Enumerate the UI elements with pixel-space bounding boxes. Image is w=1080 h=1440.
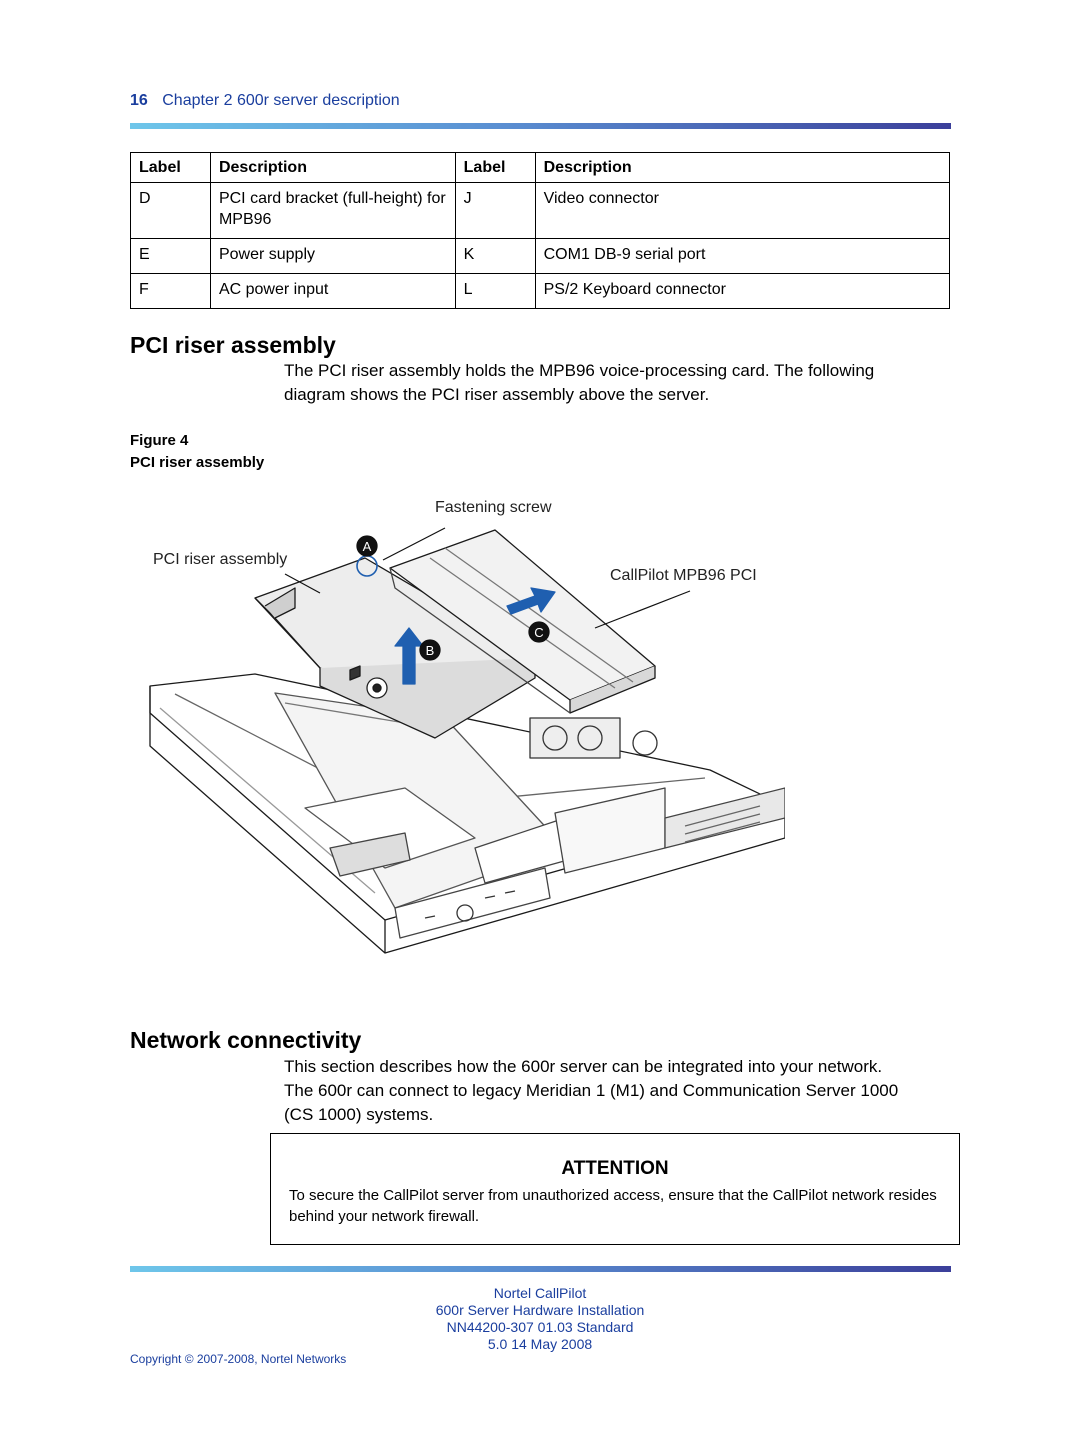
- table-cell: D: [131, 183, 211, 239]
- callout-c-badge: [529, 622, 549, 642]
- pci-riser-paragraph: The PCI riser assembly holds the MPB96 voice-processing card. The following diagram shows the PCI riser assembly above the server.: [284, 361, 875, 404]
- table-row: [131, 274, 950, 309]
- mpb96-pci-label: CallPilot MPB96 PCI: [610, 567, 757, 584]
- network-paragraph: This section describes how the 600r server can be integrated into your network. The 600r can connect to legacy Meridian 1 (M1) and Communication Server 1000 (CS 1000) systems.: [284, 1057, 899, 1124]
- running-header: [130, 92, 400, 110]
- figure-title: PCI riser assembly: [130, 454, 265, 471]
- footer-product: Nortel CallPilot: [493, 1285, 587, 1301]
- attention-message: To secure the CallPilot server from unauthorized access, ensure that the CallPilot network resides behind your network firewall.: [289, 1187, 937, 1225]
- callout-c-label: C: [534, 625, 544, 640]
- callout-b-label: B: [425, 643, 435, 658]
- footer-release: 5.0 14 May 2008: [487, 1336, 593, 1352]
- table-cell: L: [455, 274, 535, 309]
- attention-title: ATTENTION: [561, 1158, 669, 1179]
- callout-a-badge: [357, 536, 377, 556]
- attention-box: [270, 1133, 960, 1245]
- table-cell: K: [455, 239, 535, 274]
- page-number: 16: [130, 92, 148, 109]
- header-rule: [130, 123, 951, 129]
- pci-riser-diagram: [145, 488, 785, 958]
- callout-b-badge: [420, 640, 440, 660]
- table-cell: AC power input: [210, 274, 455, 309]
- section-heading-pci-riser: PCI riser assembly: [130, 332, 336, 358]
- copyright-notice: Copyright © 2007-2008, Nortel Networks: [130, 1352, 347, 1366]
- footer-doc-number: NN44200-307 01.03 Standard: [446, 1319, 634, 1335]
- table-cell: PCI card bracket (full-height) for MPB96: [210, 183, 455, 239]
- table-cell: PS/2 Keyboard connector: [535, 274, 949, 309]
- footer-rule: [130, 1266, 951, 1272]
- footer-block: [410, 1285, 670, 1353]
- table-header-row: [131, 153, 950, 183]
- table-row: [131, 183, 950, 239]
- callout-a-label: A: [362, 539, 372, 554]
- column-header: Label: [455, 153, 535, 183]
- column-header: Description: [535, 153, 949, 183]
- table-cell: COM1 DB-9 serial port: [535, 239, 949, 274]
- table-cell: Video connector: [535, 183, 949, 239]
- column-header: Description: [210, 153, 455, 183]
- chapter-title: Chapter 2 600r server description: [162, 92, 400, 109]
- mpb96-leader: [595, 591, 690, 628]
- label-table: [130, 152, 950, 309]
- column-header: Label: [131, 153, 211, 183]
- table-cell: F: [131, 274, 211, 309]
- table-cell: Power supply: [210, 239, 455, 274]
- fastening-screw-label: Fastening screw: [435, 499, 552, 516]
- footer-doc-title: 600r Server Hardware Installation: [435, 1302, 645, 1318]
- figure-caption: [130, 430, 264, 474]
- table-cell: E: [131, 239, 211, 274]
- table-cell: J: [455, 183, 535, 239]
- fan-assembly: [530, 718, 657, 758]
- section-heading-network: Network connectivity: [130, 1027, 362, 1053]
- figure-number: Figure 4: [130, 432, 189, 449]
- riser-assembly-label: PCI riser assembly: [153, 551, 288, 568]
- table-row: [131, 239, 950, 274]
